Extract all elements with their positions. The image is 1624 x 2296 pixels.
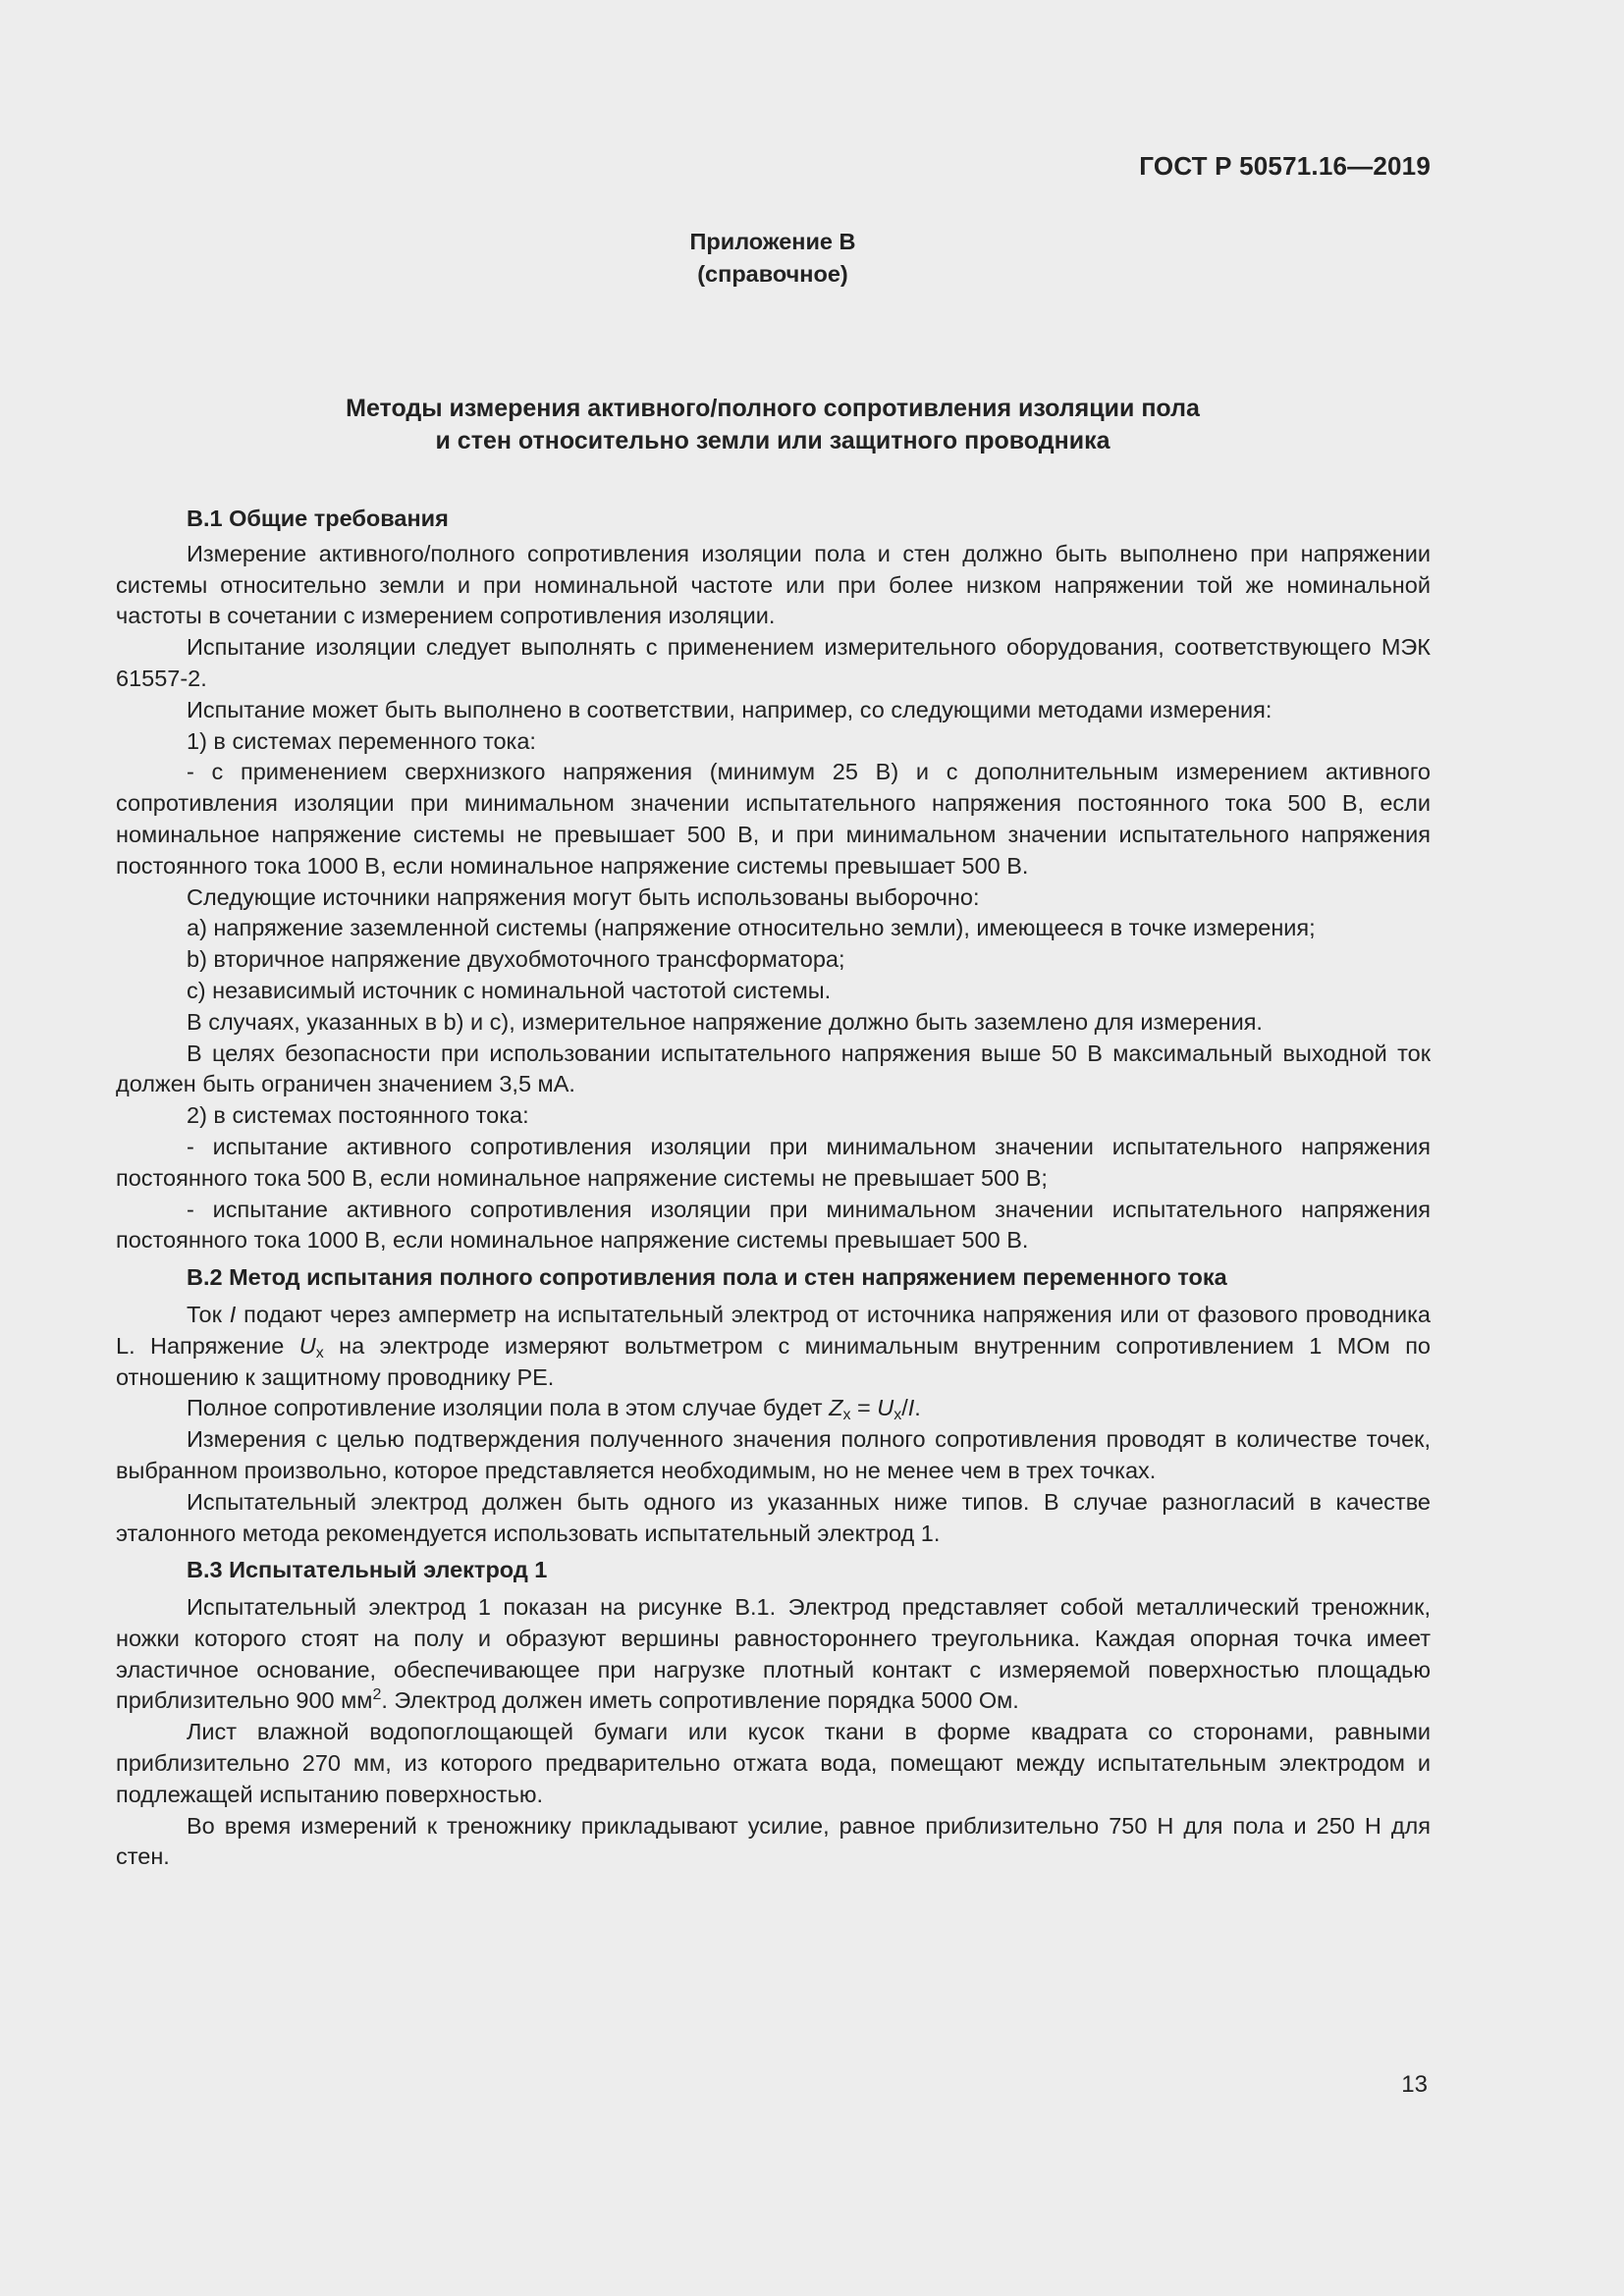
section-b2-heading: В.2 Метод испытания полного сопротивления пола и стен напряжением переменного тока <box>187 1264 1227 1291</box>
section-b2-paragraph: Испытательный электрод должен быть одного из указанных ниже типов. В случае разногласий в качестве эталонного метода рекомендуется использовать испытательный электрод 1. <box>116 1488 1431 1546</box>
section-b1-list-item: 2) в системах постоянного тока: <box>187 1102 529 1129</box>
section-b1-list-item: - с применением сверхнизкого напряжения (минимум 25 В) и с дополнительным измерением активного сопротивления изоляции при минимальном значении испытательного напряжения постоянного тока 500 В, если номинальное напряжение системы не превышает 500 В, и при минимальном значении испытательного напряжения постоянного тока 1000 В, если номинальное напряжение системы превышает 500 В. <box>116 759 1431 879</box>
page-number: 13 <box>1401 2071 1428 2098</box>
document-code: ГОСТ Р 50571.16—2019 <box>1139 151 1431 181</box>
section-b2-paragraph: Ток I подают через амперметр на испытательный электрод от источника напряжения или от фазового проводника L. Напряжение $U_x$ на электроде измеряют вольтметром с минимальным внутренним сопротивлением 1 МОм по отношению к защитному проводнику PE. <box>116 1301 1432 1390</box>
section-b1-list-item: c) независимый источник с номинальной частотой системы. <box>187 977 832 1003</box>
section-b2-formula-paragraph: Полное сопротивление изоляции пола в этом случае будет $Z_x = U_x/I$. <box>187 1395 921 1424</box>
section-b1-list-item: a) напряжение заземленной системы (напряжение относительно земли), имеющееся в точке измерения; <box>187 915 1316 941</box>
appendix-heading <box>0 226 1545 291</box>
section-b1-list-item: - испытание активного сопротивления изоляции при минимальном значении испытательного напряжения постоянного тока 500 В, если номинальное напряжение системы не превышает 500 В; <box>116 1133 1431 1191</box>
section-b1-list-item: b) вторичное напряжение двухобмоточного трансформатора; <box>187 946 845 973</box>
section-b1-list-item: - испытание активного сопротивления изоляции при минимальном значении испытательного напряжения постоянного тока 1000 В, если номинальное напряжение системы превышает 500 В. <box>116 1196 1431 1254</box>
section-b3-heading: В.3 Испытательный электрод 1 <box>187 1557 548 1583</box>
appendix-subtitle: (справочное) <box>697 261 848 287</box>
section-b1-paragraph: В случаях, указанных в b) и c), измерительное напряжение должно быть заземлено для измерения. <box>187 1008 1263 1035</box>
section-b1-list-item: 1) в системах переменного тока: <box>187 727 536 754</box>
document-title-line-2: и стен относительно земли или защитного проводника <box>435 427 1110 454</box>
section-b3-paragraph: Испытательный электрод 1 показан на рисунке В.1. Электрод представляет собой металлический треножник, ножки которого стоят на полу и образуют вершины равностороннего треугольника. Каждая опорная точка имеет эластичное основание, обеспечивающее при нагрузке плотный контакт с измеряемой поверхностью площадью приблизительно 900 $мм^2$. Электрод должен иметь сопротивление порядка 5000 Ом. <box>116 1594 1431 1714</box>
section-b3-paragraph: Лист влажной водопоглощающей бумаги или кусок ткани в форме квадрата со сторонами, равными приблизительно 270 мм, из которого предварительно отжата вода, помещают между испытательным электродом и подлежащей испытанию поверхностью. <box>116 1719 1431 1807</box>
document-title-line-1: Методы измерения активного/полного сопротивления изоляции пола <box>346 395 1200 422</box>
section-b1-paragraph: Измерение активного/полного сопротивления изоляции пола и стен должно быть выполнено при напряжении системы относительно земли и при номинальной частоте или при более низком напряжении той же номинальной частоты в сочетании с измерением сопротивления изоляции. <box>116 540 1431 629</box>
section-b2-paragraph: Измерения с целью подтверждения полученного значения полного сопротивления проводят в количестве точек, выбранном произвольно, которое представляется необходимым, но не менее чем в трех точках. <box>116 1426 1431 1483</box>
section-b3-paragraph: Во время измерений к треножнику прикладывают усилие, равное приблизительно 750 Н для пола и 250 Н для стен. <box>116 1812 1431 1870</box>
appendix-title: Приложение В <box>689 229 856 254</box>
section-b1-paragraph: Испытание может быть выполнено в соответствии, например, со следующими методами измерения: <box>187 696 1272 722</box>
section-b1-paragraph: В целях безопасности при использовании испытательного напряжения выше 50 В максимальный выходной ток должен быть ограничен значением 3,5 мА. <box>116 1040 1431 1097</box>
section-b1-heading: В.1 Общие требования <box>187 506 449 531</box>
document-body <box>116 504 1431 1873</box>
section-b1-paragraph: Испытание изоляции следует выполнять с применением измерительного оборудования, соответствующего МЭК 61557-2. <box>116 634 1431 691</box>
section-b1-paragraph: Следующие источники напряжения могут быть использованы выборочно: <box>187 883 980 910</box>
document-title <box>0 393 1545 457</box>
